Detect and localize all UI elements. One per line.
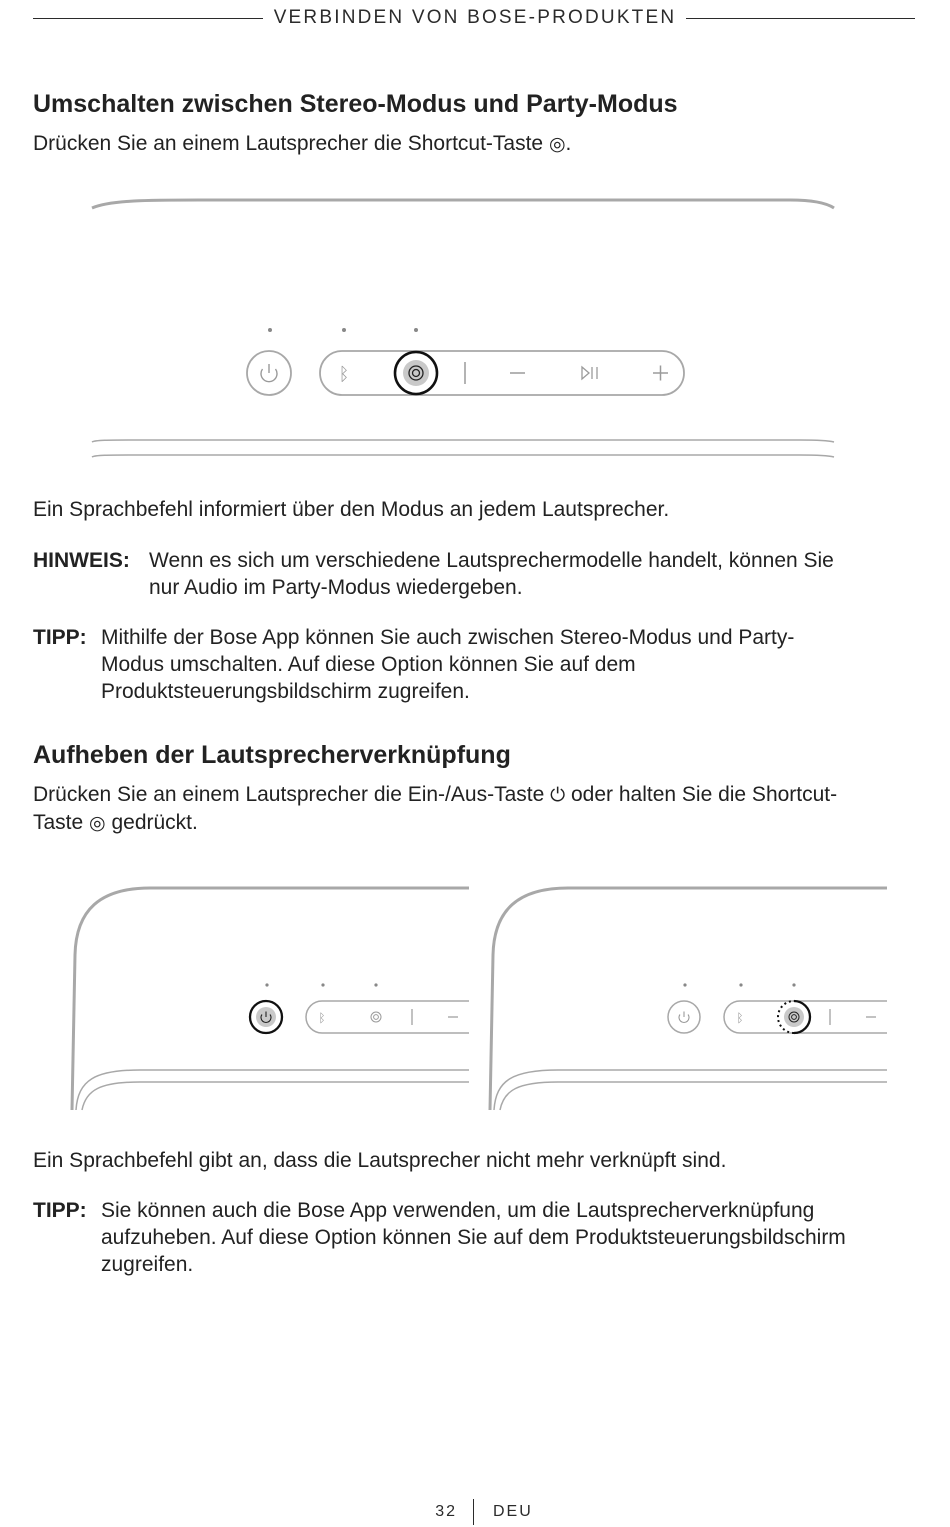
indicator-dot-power [268,328,272,332]
bluetooth-icon: ᛒ [338,364,350,385]
tip-label: TIPP: [33,626,87,649]
tip-block-2 [33,1197,913,1278]
note-label: HINWEIS: [33,549,130,572]
power-icon: ⏻ [550,784,566,806]
note-block [33,547,913,601]
shortcut-button[interactable] [395,352,437,394]
footer-divider [473,1499,474,1525]
svg-text:ᛒ: ᛒ [318,1011,326,1025]
shortcut-icon: ◎ [89,812,106,834]
instruction-text-1: Drücken Sie an einem Lautsprecher die Ein-/Aus-Taste [33,783,551,806]
shortcut-icon: ◎ [548,133,566,155]
tip-label-2: TIPP: [33,1199,87,1222]
section-heading-unlink: Aufheben der Lautsprecherverknüpfung [33,741,511,769]
page-header [0,6,950,30]
instruction-text-3: gedrückt. [105,811,198,834]
power-button[interactable] [247,351,291,395]
tip-block [33,624,913,705]
indicator-dot-shortcut [414,328,418,332]
control-strip [320,351,684,395]
unlink-instruction [33,781,853,837]
instruction-text-2: oder halten Sie die Shortcut-Taste [33,783,838,834]
unlink-speakers-figure [0,875,950,1120]
page-footer [0,1503,950,1527]
mode-switch-instruction [33,130,913,158]
section-heading-mode-switch: Umschalten zwischen Stereo-Modus und Party-Modus [33,90,678,118]
language-code: DEU [493,1503,533,1520]
mode-voice-prompt-text: Ein Sprachbefehl informiert über den Modus an jedem Lautsprecher. [33,498,670,521]
unlink-voice-prompt-text: Ein Sprachbefehl gibt an, dass die Lautsprecher nicht mehr verknüpft sind. [33,1149,727,1172]
svg-text:ᛒ: ᛒ [736,1011,744,1025]
speaker-right [490,888,887,1110]
speaker-control-panel-figure [0,190,950,470]
tip-text-2: Sie können auch die Bose App verwenden, um die Lautsprecherverknüpfung aufzuheben. Auf diese Option können Sie auf dem Produktsteuerungsbildschirm zugreifen. [101,1199,846,1276]
note-text: Wenn es sich um verschiedene Lautsprechermodelle handelt, können Sie nur Audio im Party-Modus wiedergeben. [149,549,834,599]
page-header-title: VERBINDEN VON BOSE-PRODUKTEN [266,7,685,28]
indicator-dot-bluetooth [342,328,346,332]
instruction-text: Drücken Sie an einem Lautsprecher die Shortcut-Taste [33,132,549,155]
speaker-left [72,888,469,1110]
page-number: 32 [435,1503,457,1520]
tip-text: Mithilfe der Bose App können Sie auch zwischen Stereo-Modus und Party-Modus umschalten. Auf diese Option können Sie auf dem Produktsteuerungsbildschirm zugreifen. [101,626,795,703]
power-button-highlighted[interactable] [250,1001,282,1033]
instruction-end: . [565,132,572,155]
